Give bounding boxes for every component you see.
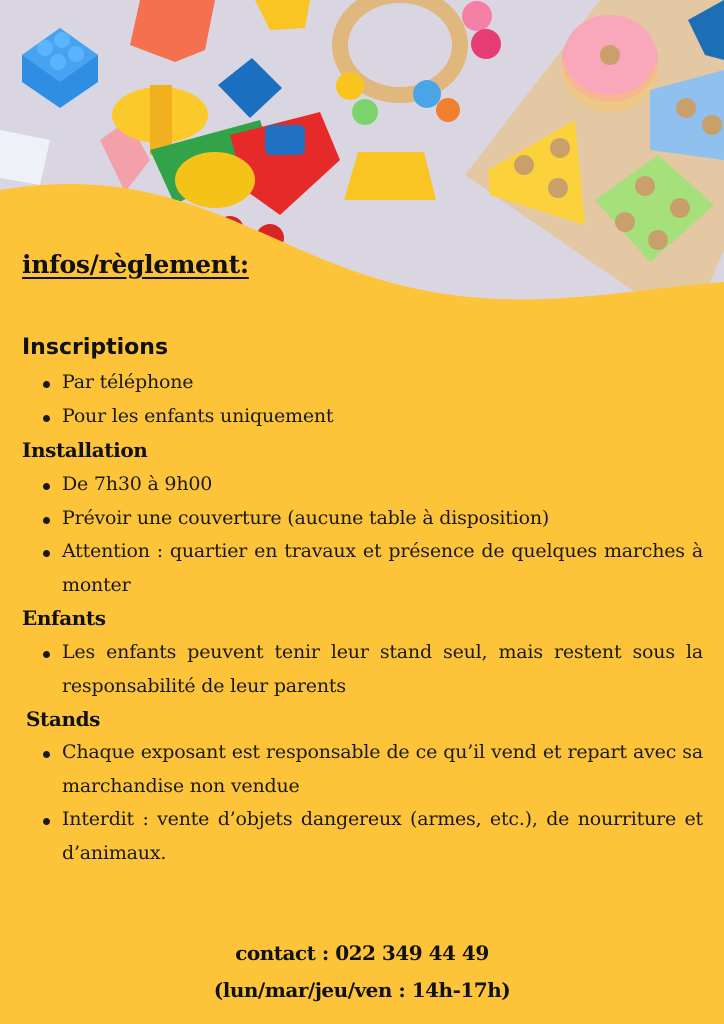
section-title-stands: Stands: [26, 707, 101, 731]
list-item: Attention : quartier en travaux et présence de quelques marches à monter: [40, 535, 703, 602]
list-enfants: [40, 636, 703, 703]
list-item: Par téléphone: [40, 366, 703, 400]
list-installation: [40, 468, 703, 602]
list-item: Chaque exposant est responsable de ce qu’il vend et repart avec sa marchandise non vendue: [40, 736, 703, 803]
list-inscriptions: [40, 366, 703, 433]
section-title-installation: Installation: [22, 438, 148, 462]
list-item: Interdit : vente d’objets dangereux (armes, etc.), de nourriture et d’animaux.: [40, 803, 703, 870]
list-item: Prévoir une couverture (aucune table à disposition): [40, 502, 703, 536]
section-title-inscriptions: Inscriptions: [22, 335, 169, 360]
list-item: Pour les enfants uniquement: [40, 400, 703, 434]
triangle-block-icon: [344, 152, 436, 200]
page-heading: infos/règlement:: [22, 250, 249, 279]
contact-phone: contact : 022 349 44 49: [235, 941, 489, 965]
contact-hours: (lun/mar/jeu/ven : 14h-17h): [213, 978, 511, 1002]
list-stands: [40, 736, 703, 870]
hero-photo: [0, 0, 724, 330]
list-item: De 7h30 à 9h00: [40, 468, 703, 502]
list-item: Les enfants peuvent tenir leur stand seul, mais restent sous la responsabilité de leur parents: [40, 636, 703, 703]
section-title-enfants: Enfants: [22, 606, 106, 630]
